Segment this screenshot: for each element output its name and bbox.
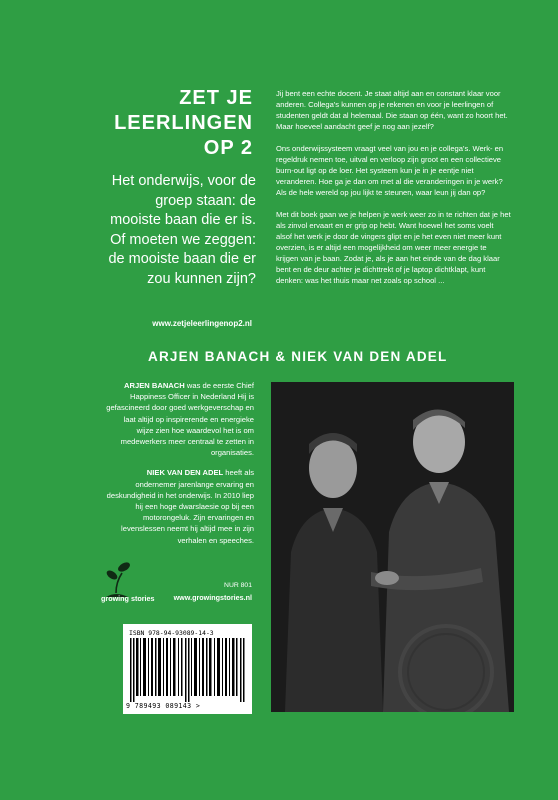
bio-arjen-name: ARJEN BANACH — [124, 381, 185, 390]
blurb-paragraph-1: Jij bent een echte docent. Je staat altijd aan en constant klaar voor anderen. Collega's kunnen op je rekenen en voor je leerlingen of studenten geldt dat al helemaal. Die staan op één, want zo hoort het. Maar hoeveel aandacht geef je nog aan jezelf? — [276, 89, 508, 132]
book-subtitle: Het onderwijs, voor de groep staan: de mooiste baan die er is. Of moeten we zeggen: de mooiste baan die er zou kunnen zijn? — [108, 173, 256, 287]
author-bios — [106, 380, 254, 555]
barcode-number: 9 789493 089143 > — [126, 702, 201, 710]
title-line-2: LEERLINGEN — [114, 112, 253, 134]
growing-stories-logo-text: growing stories — [101, 594, 155, 603]
title-line-1: ZET JE — [179, 87, 253, 109]
authors-photo — [271, 382, 514, 712]
bio-arjen-text: was de eerste Chief Happiness Officer in Nederland Hij is gefascineerd door goed werkgeverschap en laat altijd op inspirerende en energieke wijze zien hoe waardevol het is om medewerkers meer centraal te zetten in organisaties. — [106, 381, 254, 458]
publisher-website: www.growingstories.nl — [173, 593, 252, 602]
barcode-bars — [130, 638, 246, 702]
book-website: www.zetjeleerlingenop2.nl — [152, 319, 252, 328]
book-title — [110, 86, 253, 161]
bio-arjen — [106, 380, 254, 458]
blurb-paragraph-2: Ons onderwijssysteem vraagt veel van jou en je collega's. Werk- en regeldruk nemen toe, uitval en verloop zijn groot en een collectieve burn-out ligt op de loer. Het systeem kun je in je eentje niet veranderen. Hoe ga je dan om met al die veranderingen in je werk? Als de hele wereld op jou lijkt te steunen, waar leun jij dan op? — [276, 143, 504, 198]
isbn-barcode — [123, 624, 252, 714]
bio-niek — [106, 467, 254, 545]
bio-niek-text: heeft als ondernemer jarenlange ervaring en deskundigheid in het onderwijs. In 2010 liep hij een hoge dwarslaesie op bij een motorongeluk. Zijn ervaringen en levenslessen neemt hij altijd mee in zijn verhalen en speeches. — [106, 468, 254, 545]
nur-code: NUR 801 — [224, 582, 252, 589]
blurb-text — [276, 88, 511, 297]
title-line-3: OP 2 — [203, 137, 253, 159]
authors-heading: ARJEN BANACH & NIEK VAN DEN ADEL — [148, 349, 448, 364]
blurb-paragraph-3: Met dit boek gaan we je helpen je werk weer zo in te richten dat je het als zinvol ervaart en er grip op hebt. Want hoewel het soms voelt alsof het werk je door de vingers glipt en je het even niet meer kunt overzien, is er altijd een mogelijkheid om weer meer energie te krijgen van je baan. Zodat je, als je aan het einde van de dag klaar bent en de deur achter je dichttrekt of je laptop dichtklapt, kunt denken: was het thuis maar net zoals op school ... — [276, 209, 511, 286]
isbn-label: ISBN 978-94-93089-14-3 — [129, 629, 214, 637]
bio-niek-name: NIEK VAN DEN ADEL — [146, 468, 224, 478]
